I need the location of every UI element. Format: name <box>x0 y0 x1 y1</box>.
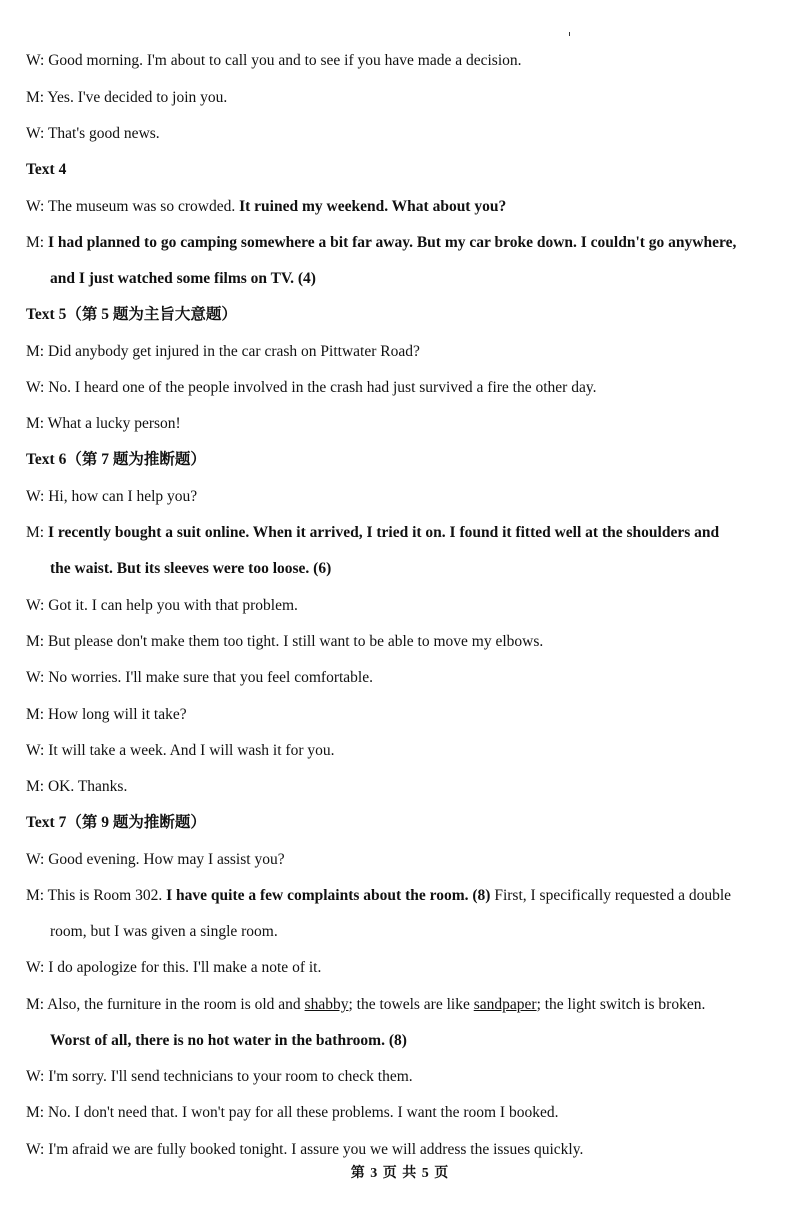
section-heading: Text 7（第 9 题为推断题） <box>26 814 206 831</box>
dialogue-line: M: Yes. I've decided to join you. <box>26 89 228 106</box>
dialogue-line: W: I do apologize for this. I'll make a note of it. <box>26 959 322 976</box>
dialogue-line: M: I had planned to go camping somewhere a bit far away. But my car broke down. I couldn't go anywhere, <box>26 234 737 251</box>
dialogue-line: M: But please don't make them too tight. I still want to be able to move my elbows. <box>26 633 544 650</box>
underlined-word: shabby <box>304 996 349 1013</box>
dialogue-line: M: Did anybody get injured in the car crash on Pittwater Road? <box>26 343 420 360</box>
dialogue-line: M: No. I don't need that. I won't pay for all these problems. I want the room I booked. <box>26 1104 559 1121</box>
dialogue-line: W: Hi, how can I help you? <box>26 488 198 505</box>
scan-speck <box>569 32 570 36</box>
dialogue-line: W: I'm afraid we are fully booked tonight. I assure you we will address the issues quickly. <box>26 1141 584 1158</box>
dialogue-line: M: This is Room 302. I have quite a few complaints about the room. (8) First, I specifically requested a double <box>26 887 732 904</box>
dialogue-line: W: No worries. I'll make sure that you feel comfortable. <box>26 669 373 686</box>
dialogue-line: M: What a lucky person! <box>26 415 181 432</box>
dialogue-line: W: Good morning. I'm about to call you and to see if you have made a decision. <box>26 52 522 69</box>
page-footer: 第 3 页 共 5 页 <box>350 1166 450 1181</box>
dialogue-line: W: That's good news. <box>26 125 160 142</box>
dialogue-line: W: I'm sorry. I'll send technicians to your room to check them. <box>26 1068 413 1085</box>
underlined-word: sandpaper <box>473 996 537 1013</box>
dialogue-line-continued: and I just watched some films on TV. (4) <box>50 270 316 287</box>
dialogue-line: M: OK. Thanks. <box>26 778 128 795</box>
section-heading: Text 5（第 5 题为主旨大意题） <box>26 306 237 323</box>
dialogue-line: M: I recently bought a suit online. When it arrived, I tried it on. I found it fitted well at the shoulders and <box>26 524 720 541</box>
dialogue-line: W: It will take a week. And I will wash it for you. <box>26 742 335 759</box>
dialogue-line: W: Good evening. How may I assist you? <box>26 851 285 868</box>
dialogue-line-continued: Worst of all, there is no hot water in the bathroom. (8) <box>50 1032 407 1049</box>
dialogue-line: W: Got it. I can help you with that problem. <box>26 597 298 614</box>
dialogue-line: W: The museum was so crowded. It ruined my weekend. What about you? <box>26 198 507 215</box>
dialogue-line: M: How long will it take? <box>26 706 187 723</box>
dialogue-line: W: No. I heard one of the people involved in the crash had just survived a fire the other day. <box>26 379 597 396</box>
section-heading: Text 4 <box>26 161 67 178</box>
dialogue-line-continued: the waist. But its sleeves were too loose. (6) <box>50 560 332 577</box>
dialogue-line: M: Also, the furniture in the room is old and shabby; the towels are like sandpaper; the light switch is broken. <box>26 996 706 1013</box>
dialogue-line-continued: room, but I was given a single room. <box>50 923 278 940</box>
section-heading: Text 6（第 7 题为推断题） <box>26 451 206 468</box>
